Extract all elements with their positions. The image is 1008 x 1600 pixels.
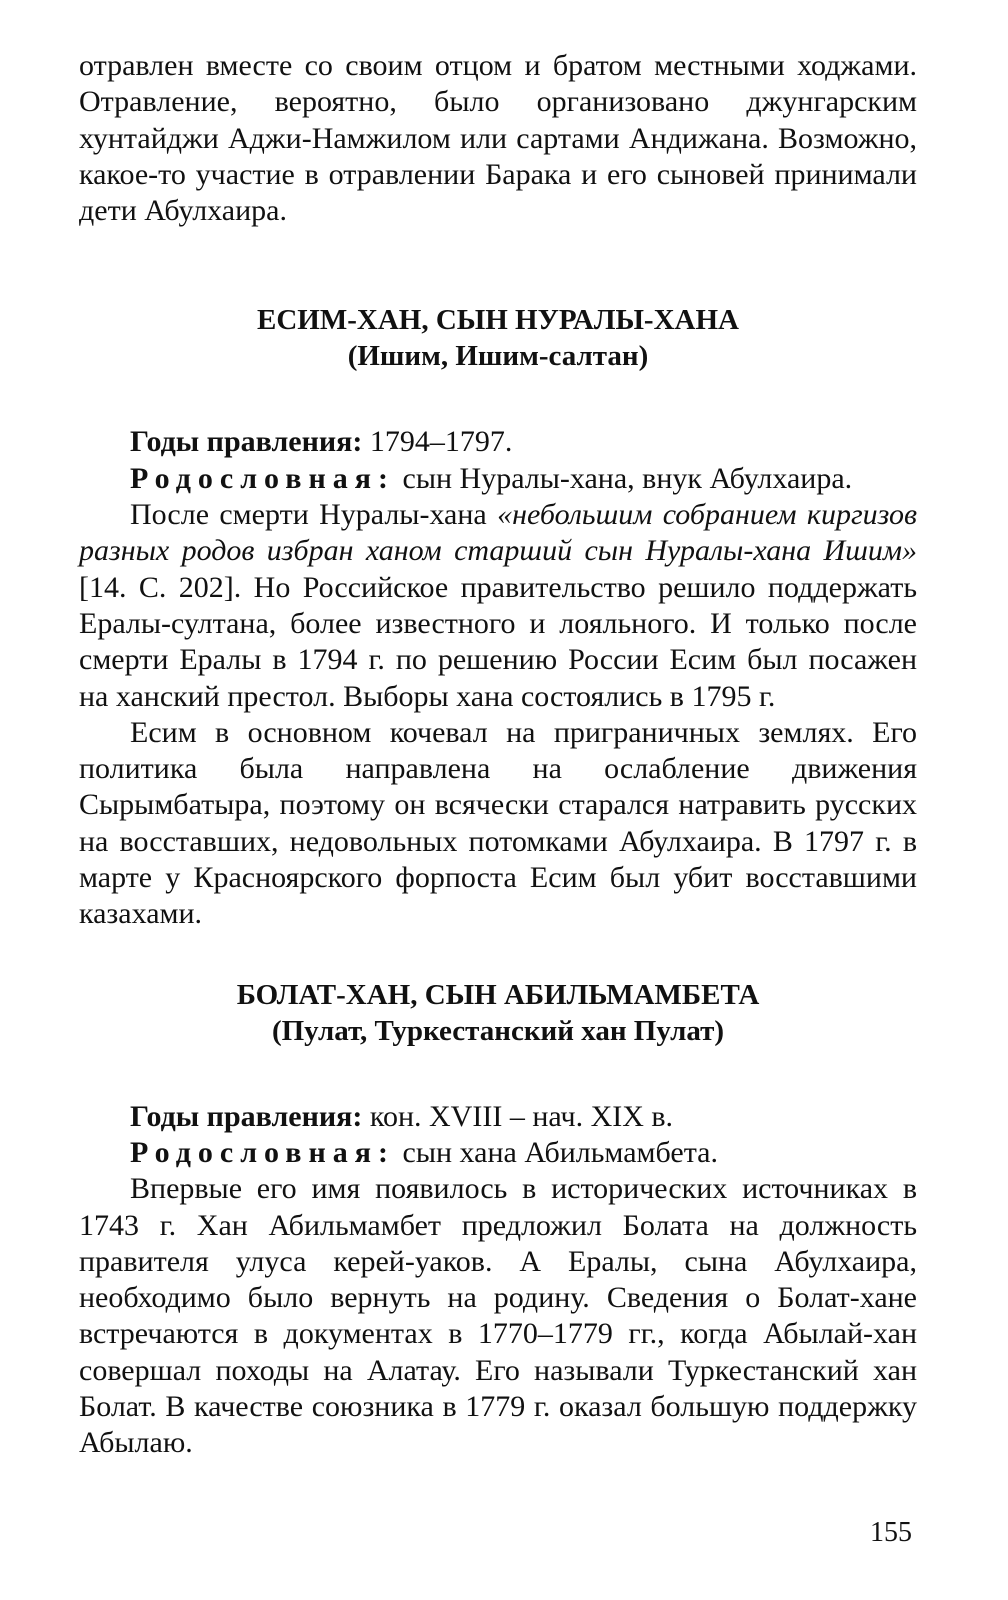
esim-paragraph-1-start: После смерти Нуралы-хана [130,498,498,532]
bolat-paragraph-1: Впервые его имя появилось в исторических источниках в 1743 г. Хан Абильмамбет предложил Болата на должность правителя улуса керей-уаков. А Ералы, сына Абулхаира, необходимо было вернуть на родину. Сведения о Болат-хане встречаются в документах в 1770–1779 гг., когда Абылай-хан совершал походы на Алатау. Его называли Туркестанский хан Болат. В качестве союзника в 1779 г. оказал большую поддержку Абылаю. [79,1172,917,1460]
reign-years-value: кон. XVIII – нач. XIX в. [369,1099,674,1133]
section-subtitle-bolat: (Пулат, Туркестанский хан Пулат) [271,1014,725,1047]
page-body [79,48,917,1462]
section-title-bolat: БОЛАТ-ХАН, СЫН АБИЛЬМАМБЕТА [236,978,760,1011]
lineage-bolat [79,1135,917,1171]
reign-years-label: Годы правления: [130,425,363,459]
lineage-label: Родословная: [130,1135,395,1169]
esim-quote: «небольшим собранием киргизов разных родов избран ханом старший сын Нуралы-хана Ишим» [79,498,917,568]
section-subtitle-esim: (Ишим, Ишим-салтан) [347,340,649,373]
esim-paragraph-1 [79,497,917,715]
section-gap [79,229,917,302]
meta-gap [79,374,917,424]
page-number: 155 [870,1517,912,1548]
lineage-label: Родословная: [130,461,395,495]
section-gap [79,933,917,977]
reign-years-value: 1794–1797. [369,425,513,459]
reign-years-bolat [79,1099,917,1135]
lineage-value: сын хана Абильмамбета. [402,1135,718,1169]
intro-paragraph: отравлен вместе со своим отцом и братом местными ходжами. Отравление, вероятно, было организовано джунгарским хунтайджи Аджи-Намжилом или сартами Андижана. Возможно, какое-то участие в отравлении Барака и его сыновей принимали дети Абулхаира. [79,49,917,228]
reign-years-label: Годы правления: [130,1099,363,1133]
section-title-esim: ЕСИМ-ХАН, СЫН НУРАЛЫ-ХАНА [257,304,739,337]
meta-gap [79,1049,917,1099]
esim-paragraph-1-end: [14. С. 202]. Но Российское правительство решило поддержать Ералы-султана, более известного и лояльного. И только после смерти Ералы в 1794 г. по решению России Есим был посажен на ханский престол. Выборы хана состоялись в 1795 г. [79,570,917,713]
reign-years-esim [79,424,917,460]
lineage-esim [79,461,917,497]
lineage-value: сын Нуралы-хана, внук Абулхаира. [402,461,853,495]
esim-paragraph-2: Есим в основном кочевал на приграничных землях. Его политика была направлена на ослабление движения Сырымбатыра, поэтому он всячески старался натравить русских на восставших, недовольных потомками Абулхаира. В 1797 г. в марте у Красноярского форпоста Есим был убит восставшими казахами. [79,715,917,931]
